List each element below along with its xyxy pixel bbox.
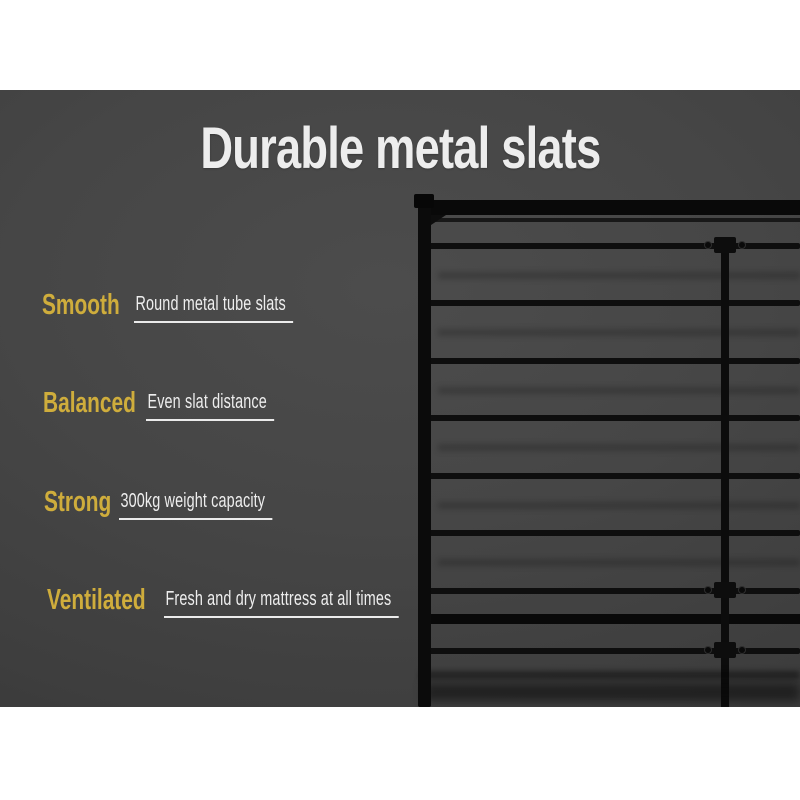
bed-bottom-blur bbox=[420, 671, 800, 679]
clamp-bolt bbox=[705, 587, 711, 593]
dark-panel bbox=[0, 90, 800, 707]
feature-label-smooth: Smooth bbox=[42, 289, 120, 321]
bed-slat-shadow bbox=[438, 387, 800, 394]
bottom-white-band bbox=[0, 707, 800, 800]
bed-slat bbox=[424, 530, 800, 536]
bed-slat bbox=[424, 358, 800, 364]
bed-slat-shadow bbox=[438, 502, 800, 509]
bed-center-rail bbox=[721, 238, 729, 707]
bed-slat-shadow bbox=[438, 444, 800, 451]
clamp-bolt bbox=[705, 647, 711, 653]
bed-left-post bbox=[418, 196, 431, 707]
bed-slat bbox=[424, 473, 800, 479]
feature-label-balanced: Balanced bbox=[43, 387, 136, 419]
feature-description-strong: 300kg weight capacity bbox=[119, 490, 272, 520]
top-white-band bbox=[0, 0, 800, 90]
bed-slat-shadow bbox=[438, 272, 800, 279]
bed-slat-shadow bbox=[438, 329, 800, 336]
clamp-bolt bbox=[739, 587, 745, 593]
bed-slat bbox=[424, 300, 800, 306]
feature-label-ventilated: Ventilated bbox=[47, 584, 146, 616]
bed-slat bbox=[424, 415, 800, 421]
bed-slat-clamp bbox=[714, 642, 736, 658]
feature-label-strong: Strong bbox=[44, 486, 112, 518]
bed-top-rail bbox=[424, 200, 800, 215]
clamp-bolt bbox=[705, 242, 711, 248]
bed-bottom-blur bbox=[424, 683, 800, 701]
bed-top-rail-edge bbox=[432, 218, 800, 222]
page-title: Durable metal slats bbox=[199, 116, 601, 181]
feature-description-ventilated: Fresh and dry mattress at all times bbox=[164, 588, 399, 618]
clamp-bolt bbox=[739, 647, 745, 653]
clamp-bolt bbox=[739, 242, 745, 248]
bed-post-cap bbox=[414, 194, 434, 208]
bed-slat-clamp bbox=[714, 237, 736, 253]
feature-description-smooth: Round metal tube slats bbox=[134, 293, 293, 323]
bed-mid-rail bbox=[424, 614, 800, 624]
feature-description-balanced: Even slat distance bbox=[146, 391, 274, 421]
bed-slat-clamp bbox=[714, 582, 736, 598]
bed-slat-shadow bbox=[438, 559, 800, 566]
